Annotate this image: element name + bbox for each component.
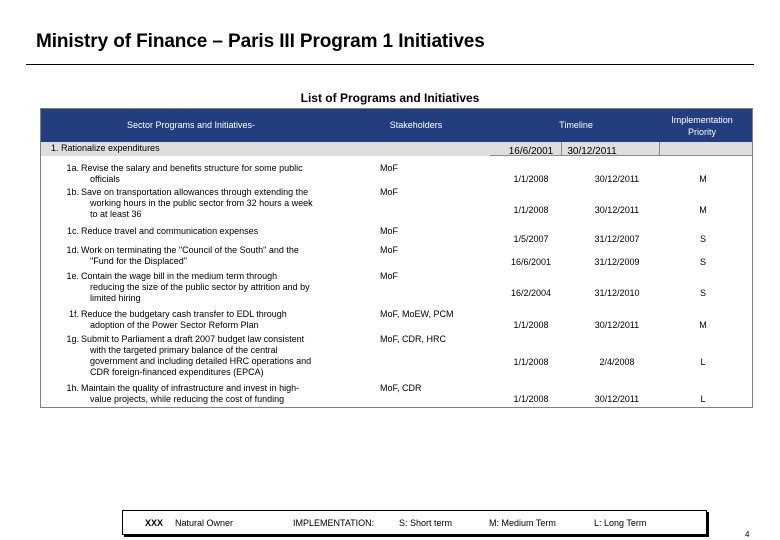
stakeholders-cell: MoF — [380, 245, 398, 255]
initiative-text-line: "Fund for the Displaced" — [90, 256, 187, 266]
header-sector: Sector Programs and Initiatives- — [126, 120, 256, 130]
start-date-cell: 16/6/2001 — [510, 257, 552, 267]
priority-cell: L — [700, 357, 706, 367]
legend-short-term: S: Short term — [399, 518, 453, 528]
header-timeline: Timeline — [559, 120, 593, 130]
initiative-number: 1f. — [68, 309, 79, 319]
legend-natural-owner: Natural Owner — [175, 518, 234, 528]
initiative-text-line: limited hiring — [90, 293, 141, 303]
initiative-text-line: Submit to Parliament a draft 2007 budget law consistent — [81, 334, 305, 344]
initiative-text-line: Revise the salary and benefits structure for some public — [81, 163, 303, 173]
end-date-cell: 30/12/2011 — [594, 205, 640, 215]
priority-cell: M — [699, 320, 707, 330]
initiative-text — [81, 163, 377, 185]
end-date-cell: 30/12/2011 — [594, 394, 640, 404]
initiative-text — [81, 383, 377, 405]
stakeholders-cell: MoF — [380, 187, 398, 197]
initiative-text-line: Maintain the quality of infrastructure and invest in high- — [81, 383, 300, 393]
initiative-number: 1b. — [66, 187, 79, 197]
end-date-cell: 31/12/2007 — [594, 234, 640, 244]
initiatives-table — [40, 108, 753, 408]
legend-implementation: IMPLEMENTATION: — [293, 518, 375, 528]
priority-cell: S — [699, 234, 706, 244]
end-date-cell: 30/12/2011 — [594, 174, 640, 184]
legend-medium-term: M: Medium Term — [489, 518, 556, 528]
initiative-number: 1e. — [66, 271, 79, 281]
initiative-number: 1a. — [66, 163, 79, 173]
priority-cell: S — [699, 257, 706, 267]
page-title: Ministry of Finance – Paris III Program 1 Initiatives — [36, 31, 485, 52]
header-priority-line2: Priority — [687, 127, 716, 137]
priority-cell: M — [699, 205, 707, 215]
grid-divider — [659, 142, 660, 156]
title-divider — [26, 64, 754, 65]
initiative-text — [81, 309, 377, 331]
initiative-number: 1h. — [66, 383, 79, 393]
initiative-text-line: government and including detailed HRC operations and — [90, 356, 312, 366]
section-start: 16/6/2001 — [508, 146, 554, 157]
initiative-text-line: adoption of the Power Sector Reform Plan — [90, 320, 259, 330]
page-number: 4 — [745, 530, 750, 539]
legend-long-term: L: Long Term — [594, 518, 647, 528]
initiative-text-line: officials — [90, 174, 120, 184]
initiative-text — [81, 271, 377, 304]
stakeholders-cell: MoF — [380, 226, 398, 236]
initiative-text-line: to at least 36 — [90, 209, 142, 219]
priority-cell: L — [700, 394, 706, 404]
priority-cell: S — [699, 288, 706, 298]
section-end: 30/12/2011 — [567, 146, 617, 157]
grid-divider — [561, 142, 562, 156]
start-date-cell: 1/1/2008 — [513, 174, 549, 184]
start-date-cell: 1/1/2008 — [513, 394, 549, 404]
initiative-text-line: CDR foreign-financed expenditures (EPCA) — [90, 367, 264, 377]
section-label: 1. Rationalize expenditures — [51, 143, 160, 153]
section-date-grid — [490, 142, 752, 156]
end-date-cell: 31/12/2009 — [594, 257, 640, 267]
start-date-cell: 1/1/2008 — [513, 320, 549, 330]
stakeholders-cell: MoF, CDR — [380, 383, 422, 393]
initiative-text — [81, 187, 377, 220]
header-priority-line1: Implementation — [671, 115, 733, 125]
initiative-text-line: reducing the size of the public sector by attrition and by — [90, 282, 310, 292]
header-priority — [657, 114, 747, 138]
initiative-number: 1c. — [66, 226, 79, 236]
initiative-text-line: Reduce the budgetary cash transfer to EDL through — [81, 309, 287, 319]
start-date-cell: 1/1/2008 — [513, 205, 549, 215]
stakeholders-cell: MoF, CDR, HRC — [380, 334, 447, 344]
initiative-text-line: with the targeted primary balance of the central — [90, 345, 278, 355]
table-header — [41, 109, 752, 142]
list-title: List of Programs and Initiatives — [300, 91, 480, 105]
start-date-cell: 1/1/2008 — [513, 357, 549, 367]
header-stakeholders: Stakeholders — [389, 120, 443, 130]
priority-cell: M — [699, 174, 707, 184]
initiative-text-line: Contain the wage bill in the medium term through — [81, 271, 278, 281]
legend-xxx: XXX — [145, 518, 164, 528]
end-date-cell: 2/4/2008 — [599, 357, 635, 367]
stakeholders-cell: MoF — [380, 163, 398, 173]
initiative-text-line: Save on transportation allowances through extending the — [81, 187, 309, 197]
legend — [122, 510, 707, 535]
initiative-number: 1d. — [66, 245, 79, 255]
initiative-text-line: Work on terminating the "Council of the South" and the — [81, 245, 299, 255]
initiative-text — [81, 226, 377, 237]
stakeholders-cell: MoF — [380, 271, 398, 281]
initiative-text-line: value projects, while reducing the cost of funding — [90, 394, 285, 404]
stakeholders-cell: MoF, MoEW, PCM — [380, 309, 454, 319]
start-date-cell: 1/5/2007 — [513, 234, 549, 244]
initiative-text — [81, 334, 377, 378]
start-date-cell: 16/2/2004 — [510, 288, 552, 298]
initiative-text — [81, 245, 377, 267]
initiative-text-line: Reduce travel and communication expenses — [81, 226, 259, 236]
initiative-text-line: working hours in the public sector from 32 hours a week — [90, 198, 313, 208]
end-date-cell: 31/12/2010 — [594, 288, 640, 298]
end-date-cell: 30/12/2011 — [594, 320, 640, 330]
initiative-number: 1g. — [66, 334, 79, 344]
